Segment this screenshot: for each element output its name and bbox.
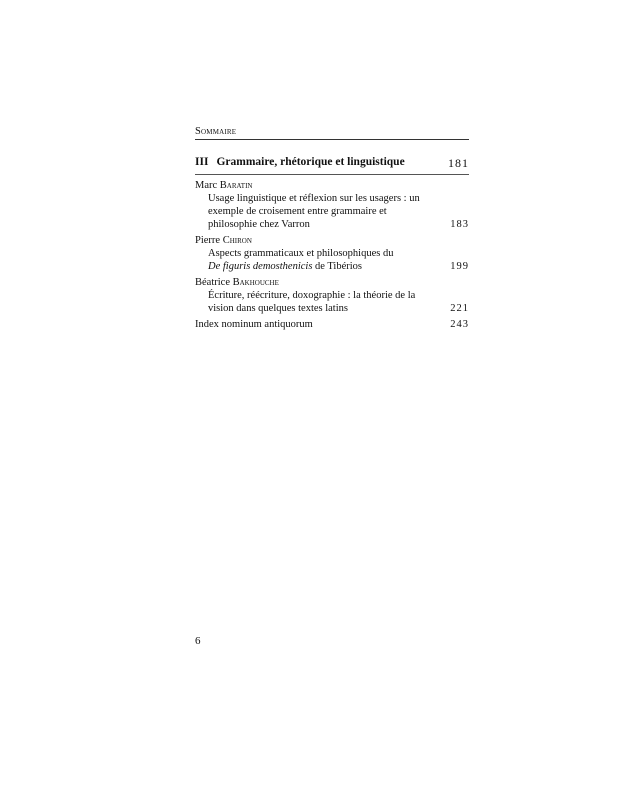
entry-page: 199	[450, 261, 469, 272]
index-label: Index nominum antiquorum	[195, 319, 313, 330]
entry-title: Usage linguistique et réflexion sur les usagers : un exemple de croisement entre grammaire et philosophie chez Varron	[208, 193, 420, 230]
entry-title: Écriture, réécriture, doxographie : la théorie de la vision dans quelques textes latins	[208, 290, 416, 314]
entry-author: Pierre Chiron	[195, 235, 252, 246]
section-title: Grammaire, rhétorique et linguistique	[216, 156, 405, 168]
section-divider	[195, 174, 469, 175]
folio: 6	[195, 635, 201, 647]
entry-title: Aspects grammaticaux et philosophiques du De figuris demosthenicis de Tibérios	[208, 248, 394, 272]
toc-entry-bakhouche	[195, 276, 469, 315]
toc-entry-index	[195, 318, 469, 331]
section-heading	[195, 156, 469, 171]
toc-entry-chiron	[195, 234, 469, 273]
section-number: III	[195, 156, 209, 168]
toc-page	[195, 0, 469, 800]
index-page: 243	[450, 319, 469, 330]
entry-author: Marc Baratin	[195, 180, 253, 191]
toc-entry-baratin	[195, 179, 469, 231]
entry-page: 183	[450, 219, 469, 230]
running-head: Sommaire	[195, 126, 469, 140]
toc-entries	[195, 179, 469, 331]
entry-page: 221	[450, 303, 469, 314]
section-page: 181	[448, 156, 469, 170]
entry-author: Béatrice Bakhouche	[195, 277, 279, 288]
